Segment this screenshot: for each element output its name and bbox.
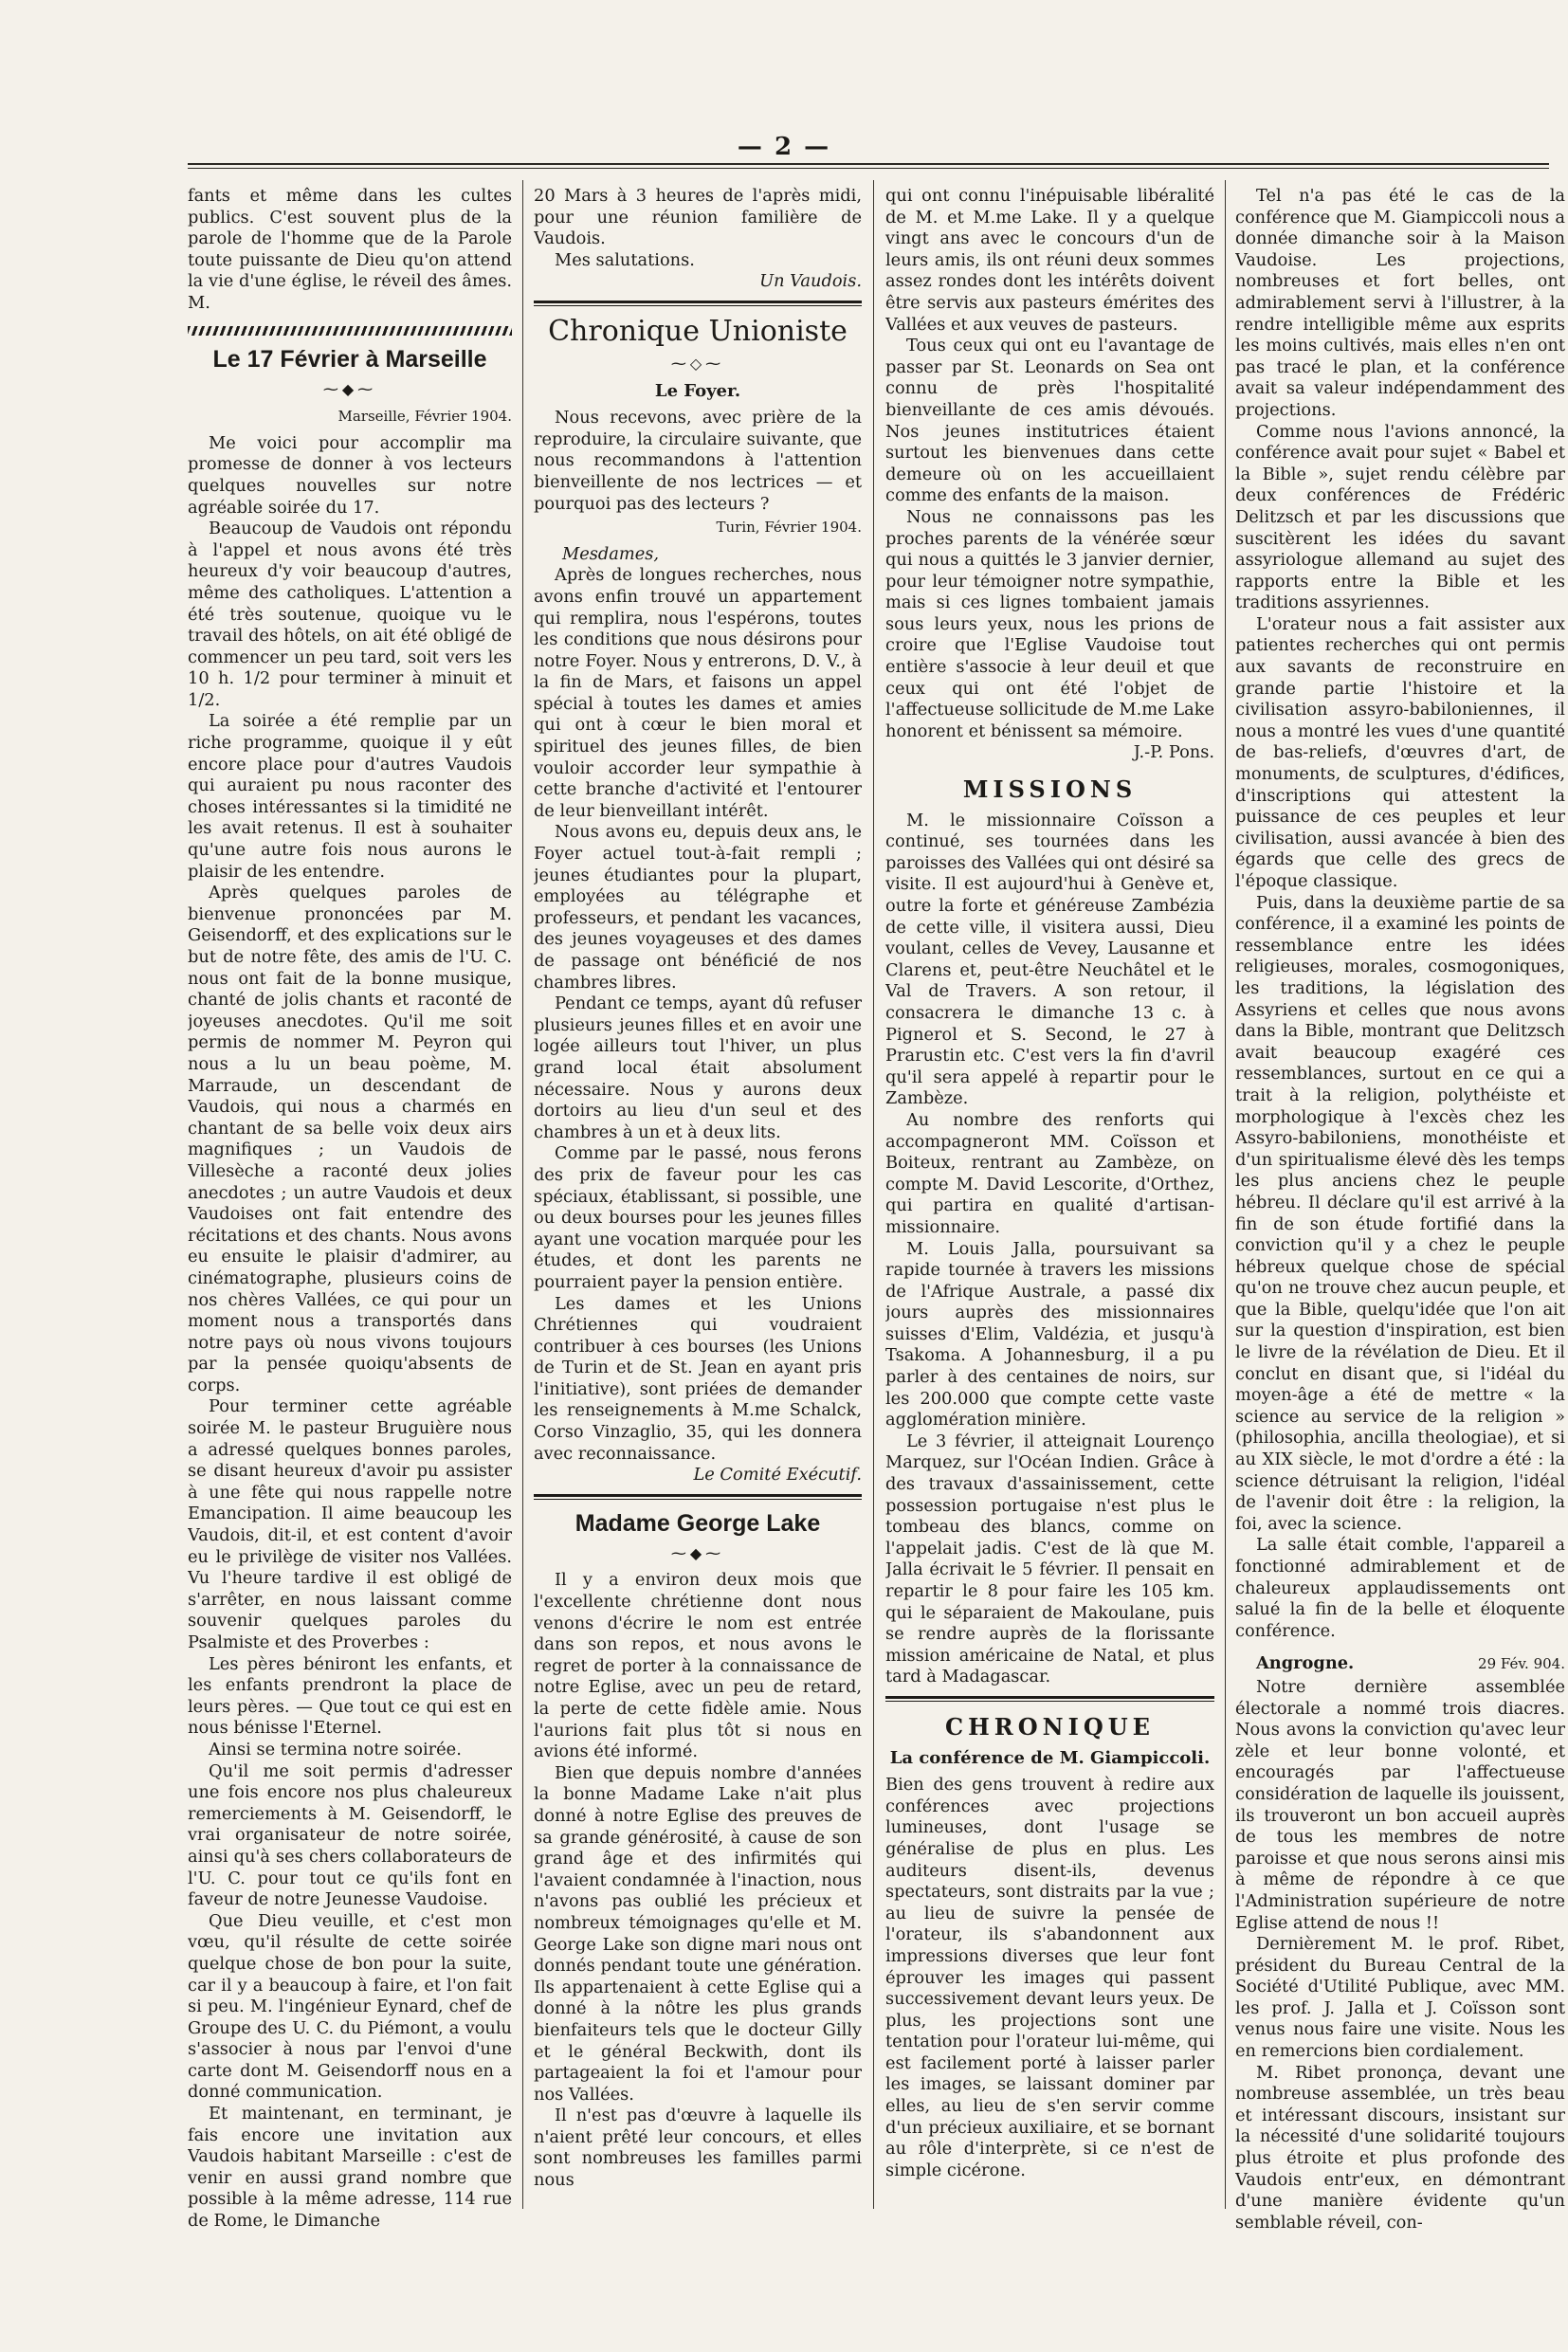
paragraph: Tous ceux qui ont eu l'avantage de passer par St. Leonards on Sea ont connu de près l'hospitalité bienveillante de ces amis dévoués. Nos jeunes institutrices étaient surtout les bienvenues dans cette demeure où on les accueillaient comme des enfants de la maison. bbox=[885, 336, 1214, 506]
section-divider bbox=[188, 326, 512, 336]
section-heading: CHRONIQUE bbox=[945, 1712, 1155, 1741]
paragraph: Ainsi se termina notre soirée. bbox=[209, 1739, 462, 1759]
place-date: 29 Fév. 904. bbox=[1478, 1655, 1565, 1673]
paragraph: La soirée a été remplie par un riche programme, quoique il y eût encore place pour d'autres Vaudois qui auraient pu nous raconter des choses intéressantes si la timidité ne les avait retenus. Il est à souhaiter qu'une autre fois nous aurons le plaisir de les entendre. bbox=[188, 711, 512, 882]
header-rule bbox=[188, 163, 1549, 165]
paragraph: Les pères béniront les enfants, et les enfants prendront la place de leurs pères. — Que tout ce qui est en nous bénisse l'Eternel. bbox=[188, 1653, 512, 1739]
paragraph: qui ont connu l'inépuisable libéralité de M. et M.me Lake. Il y a quelque vingt ans avec le concours d'un de leurs amis, ils ont réuni deux sommes assez rondes dont les intérêts doivent être servis aux pasteurs émérites des Vallées et aux veuves de pasteurs. bbox=[885, 186, 1214, 335]
ornament: ⁓◆⁓ bbox=[670, 1543, 725, 1562]
ornament: ⁓◇⁓ bbox=[670, 354, 725, 373]
salutation: Mesdames, bbox=[562, 543, 659, 564]
article-heading: Madame George Lake bbox=[574, 1509, 821, 1537]
signature: Le Comité Exécutif. bbox=[693, 1465, 862, 1486]
paragraph: Bien des gens trouvent à redire aux conférences avec projections lumineuses, dont l'usage se généralise de plus en plus. Les auditeurs disent-ils, devenus spectateurs, sont distraits par la vue ; au lieu de suivre la pensée de l'orateur, ils s'abandonnent aux impressions diverses que leur font éprouver les images qui passent successivement devant leurs yeux. De plus, les projections sont une tentation pour l'orateur lui-même, qui est facilement porté à laisser parler les images, se laissant dominer par elles, au lieu de s'en servir comme d'un précieux auxiliaire, et se bornant au rôle d'interprète, si ce n'est de simple cicérone. bbox=[885, 1775, 1214, 2180]
subheading: La conférence de M. Giampiccoli. bbox=[889, 1747, 1211, 1768]
section-heading: Chronique Unioniste bbox=[548, 314, 848, 348]
article-continuation: fants et même dans les cultes publics. C'est souvent plus de la parole de l'homme que de la Parole toute puissante de Dieu qu'on attend la vie d'une église, le réveil des âmes. M. bbox=[188, 186, 512, 313]
paragraph: M. le missionnaire Coïsson a continué, ses tournées dans les paroisses des Vallées qui ont désiré sa visite. Il est aujourd'hui à Genève et, outre la forte et généreuse Zambézia de cette ville, il visitera aussi, Dieu voulant, celles de Vevey, Lausanne et Clarens et, peut-être Neuchâtel et le Val de Travers. A son retour, il consacrera le dimanche 13 c. à Pignerol et S. Second, le 27 à Prarustin etc. C'est vers la fin d'avril qu'il sera appelé à repartir pour le Zambèze. bbox=[885, 810, 1214, 1109]
column-4 bbox=[1235, 186, 1565, 2271]
column-divider bbox=[522, 180, 523, 2209]
paragraph: Pendant ce temps, ayant dû refuser plusieurs jeunes filles et en avoir une logée ailleurs tout l'hiver, un plus grand local était absolument nécessaire. Nous y aurons deux dortoirs au lieu d'un seul et des chambres à un et à deux lits. bbox=[534, 994, 862, 1142]
paragraph: Bien que depuis nombre d'années la bonne Madame Lake n'ait plus donné à notre Eglise des preuves de sa grande générosité, à cause de son grand âge et des infirmités qui l'avaient condamnée à l'inaction, nous n'avons pas oublié les précieux et nombreux témoignages qu'elle et M. George Lake son digne mari nous ont donnés pendant toute une génération. Ils appartenaient à cette Eglise qui a donné à la nôtre les plus grands bienfaiteurs tels que le docteur Gilly et le général Beckwith, dont ils partageaient la foi et l'amour pour nos Vallées. bbox=[534, 1762, 862, 2105]
paragraph: Nous avons eu, depuis deux ans, le Foyer actuel tout-à-fait rempli ; jeunes étudiantes pour la plupart, employées au télégraphe et professeurs, et pendant les vacances, des jeunes voyageuses et des dames de passage ont bénéficié de nos chambres libres. bbox=[534, 822, 862, 993]
paragraph: M. Louis Jalla, poursuivant sa rapide tournée à travers les missions de l'Afrique Australe, a passé dix jours auprès des missionnaires suisses d'Elim, Valdézia, et jusqu'à Tsakoma. A Johannesburg, il a pu parler à des centaines de noirs, sur les 200.000 que compte cette vaste agglomération minière. bbox=[885, 1238, 1214, 1431]
paragraph: Après quelques paroles de bienvenue prononcées par M. Geisendorff, et des explications sur le but de notre fête, des amis de l'U. C. nous ont fait de la bonne musique, chanté de jolis chants et raconté de joyeuses anecdotes. Qu'il me soit permis de nommer M. Peyron qui nous a lu un beau poème, M. Marraude, un descendant de Vaudois, qui nous a charmés en chantant de sa belle voix deux airs magnifiques ; un Vaudois de Villesèche a raconté deux jolies anecdotes ; un autre Vaudois et deux Vaudoises ont fait entendre des récitations et des chants. Nous avons eu ensuite le plaisir d'admirer, au cinématographe, plusieurs coins de nos chères Vallées, ce qui pour un moment nous a transportés dans notre pays où nous vivons toujours par la pensée quoiqu'absents de corps. bbox=[188, 883, 512, 1395]
signature: J.-P. Pons. bbox=[1133, 742, 1214, 763]
ornament: ⁓◆⁓ bbox=[322, 379, 377, 398]
section-divider bbox=[534, 301, 862, 306]
header-rule-thin bbox=[188, 168, 1549, 169]
place-name: Angrogne. bbox=[1256, 1653, 1355, 1674]
section-divider bbox=[534, 1494, 862, 1500]
paragraph: Nous ne connaissons pas les proches parents de la vénérée sœur qui nous a quittés le 3 janvier dernier, pour leur témoigner notre sympathie, mais si ces lignes tombaient jamais sous leurs yeux, nous les prions de croire que l'Eglise Vaudoise tout entière s'associe à leur deuil et que ceux qui ont été l'objet de l'affectueuse sollicitude de M.me Lake honorent et bénissent sa mémoire. bbox=[885, 506, 1214, 741]
paragraph: Nous recevons, avec prière de la reproduire, la circulaire suivante, que nous recommandons à l'attention bienveillente de nos lectrices — et pourquoi pas des lecteurs ? bbox=[534, 408, 862, 514]
paragraph: Et maintenant, en terminant, je fais encore une invitation aux Vaudois habitant Marseille : c'est de venir en aussi grand nombre que possible à la même adresse, 114 rue de Rome, le Dimanche bbox=[188, 2104, 512, 2232]
paragraph: Le 3 février, il atteignait Lourenço Marquez, sur l'Océan Indien. Grâce à des travaux d'assainissement, cette possession portugaise n'est plus le tombeau des blancs, comme on l'appelait jadis. C'est de là que M. Jalla écrivait le 5 février. Il pensait en repartir le 8 pour faire les 105 km. qui le séparaient de Makoulane, puis se rendre auprès de la florissante mission américaine de Natal, et plus tard à Madagascar. bbox=[885, 1431, 1214, 1687]
paragraph: Puis, dans la deuxième partie de sa conférence, il a examiné les points de ressemblance entre les idées religieuses, morales, cosmogoniques, les traditions, la législation des Assyriens et celles que nous avons dans la Bible, montrant que Delitzsch avait beaucoup exagéré ces ressemblances, surtout en ce qui a trait à la religion, polythéiste et morphologique à l'excès chez les Assyro-babiloniens, monothéiste et d'un spiritualisme élevé dès les temps les plus anciens chez le peuple hébreu. Il déclare qu'il est arrivé à la fin de son étude fortifié dans la conviction qu'il y a chez le peuple hébreux quelque chose de spécial qu'on ne trouve chez aucun peuple, et que la Bible, quelqu'idée que l'on ait sur la question d'inspiration, est bien le livre de la révélation de Dieu. Et il conclut en disant que, si l'idéal du moyen-âge a été de mettre « la science au service de la religion » (philosophia, ancilla theologiae), et si au XIX siècle, le mot d'ordre a été : la science détruisant la religion, l'idéal de l'avenir doit être : la religion, la foi, avec la science. bbox=[1235, 892, 1565, 1534]
paragraph: Au nombre des renforts qui accompagneront MM. Coïsson et Boiteux, rentrant au Zambèze, on compte M. David Lescorite, d'Orthez, qui partira en qualité d'artisan-missionnaire. bbox=[885, 1109, 1214, 1237]
column-3 bbox=[885, 186, 1214, 2271]
signature: Un Vaudois. bbox=[759, 271, 862, 292]
paragraph: Beaucoup de Vaudois ont répondu à l'appel et nous avons été très heureux d'y voir beaucoup d'autres, même des catholiques. L'attention a été très soutenue, quoique vu le travail des hôtels, on ait été obligé de commencer un peu tard, soit vers les 10 h. 1/2 pour terminer à minuit et 1/2. bbox=[188, 519, 512, 710]
paragraph: La salle était comble, l'appareil a fonctionné admirablement et de chaleureux applaudissements ont salué la fin de la belle et éloquente conférence. bbox=[1235, 1535, 1565, 1641]
paragraph: M. Ribet prononça, devant une nombreuse assemblée, un très beau et intéressant discours, insistant sur la nécessité d'une solidarité toujours plus étroite et plus profonde des Vaudois entr'eux, en démontrant d'une manière évidente qu'un semblable réveil, con- bbox=[1235, 2062, 1565, 2233]
paragraph: Après de longues recherches, nous avons enfin trouvé un appartement qui remplira, nous l'espérons, toutes les conditions que nous désirons pour notre Foyer. Nous y entrerons, D. V., à la fin de Mars, et faisons un appel spécial à toutes les dames et amies qui ont à cœur le bien moral et spirituel des jeunes filles, de bien vouloir accorder leur sympathie à cette branche d'activité et l'entourer de leur bienveillant intérêt. bbox=[534, 565, 862, 821]
paragraph: Notre dernière assemblée électorale a nommé trois diacres. Nous avons la conviction qu'avec leur zèle et leur bonne volonté, et encouragés par l'affectueuse considération de laquelle ils jouissent, ils trouveront un bon accueil auprès de tous les membres de notre paroisse et que nous serons ainsi mis à même de répondre à ce que l'Administration supérieure de notre Eglise attend de nous !! bbox=[1235, 1676, 1565, 1933]
paragraph: Dernièrement M. le prof. Ribet, président du Bureau Central de la Société d'Utilité Publique, avec MM. les prof. J. Jalla et J. Coïsson sont venus nous faire une visite. Nous les en remercions bien cordialement. bbox=[1235, 1934, 1565, 2062]
paragraph: Qu'il me soit permis d'adresser une fois encore nos plus chaleureux remerciements à M. Geisendorff, le vrai organisateur de notre soirée, ainsi qu'à ses chers collaborateurs de l'U. C. pour tout ce qu'ils font en faveur de notre Jeunesse Vaudoise. bbox=[188, 1760, 512, 1910]
article-heading: Le 17 Février à Marseille bbox=[212, 345, 487, 373]
page-number: — 2 — bbox=[737, 133, 831, 161]
paragraph: Comme par le passé, nous ferons des prix de faveur pour les cas spéciaux, établissant, si possible, une ou deux bourses pour les jeunes filles ayant une vocation marquée pour les études, et dont les parents ne pourraient payer la pension entière. bbox=[534, 1143, 862, 1292]
paragraph: Pour terminer cette agréable soirée M. le pasteur Bruguière nous a adressé quelques bonnes paroles, se disant heureux d'avoir pu assister à une fête qui nous rappelle notre Emancipation. Il aime beaucoup les Vaudois, dit-il, et est content d'avoir eu le privilège de visiter nos Vallées. Vu l'heure tardive il est obligé de s'arrêter, en nous laissant comme souvenir quelques paroles du Psalmiste et des Proverbes : bbox=[188, 1396, 512, 1652]
article-continuation: 20 Mars à 3 heures de l'après midi, pour une réunion familière de Vaudois. bbox=[534, 186, 862, 249]
paragraph: Il n'est pas d'œuvre à laquelle ils n'aient prêté leur concours, et elles sont nombreuses les familles parmi nous bbox=[534, 2106, 862, 2191]
column-2 bbox=[534, 186, 862, 2271]
column-1 bbox=[188, 186, 512, 2271]
column-divider bbox=[1225, 180, 1226, 2209]
paragraph: Tel n'a pas été le cas de la conférence que M. Giampiccoli nous a donnée dimanche soir à la Maison Vaudoise. Les projections, nombreuses et fort belles, ont admirablement servi à l'illustrer, à la rendre intelligible même aux esprits les moins cultivés, mais elles n'en ont pas tracé le plan, et la conférence avait sa valeur indépendamment des projections. bbox=[1235, 186, 1565, 420]
paragraph: Les dames et les Unions Chrétiennes qui voudraient contribuer à ces bourses (les Unions de Turin et de St. Jean en ayant pris l'initiative), sont priées de demander les renseignements à M.me Schalck, Corso Vinzaglio, 35, qui les donnera avec reconnaissance. bbox=[534, 1293, 862, 1464]
paragraph: Comme nous l'avions annoncé, la conférence avait pour sujet « Babel et la Bible », sujet rendu célèbre par deux conférences de Frédéric Delitzsch et par les discussions que suscitèrent les idées du savant assyriologue allemand au sujet des rapports entre la Bible et les traditions assyriennes. bbox=[1235, 421, 1565, 613]
column-divider bbox=[873, 180, 874, 2209]
subheading: Le Foyer. bbox=[654, 380, 741, 401]
paragraph: Que Dieu veuille, et c'est mon vœu, qu'il résulte de cette soirée quelque chose de bon pour la suite, car il y a beaucoup à faire, et l'on fait si peu. M. l'ingénieur Eynard, chef de Groupe des U. C. du Piémont, a voulu s'associer à nous par l'envoi d'une carte dont M. Geisendorff nous en a donné communication. bbox=[188, 1910, 512, 2103]
paragraph: Il y a environ deux mois que l'excellente chrétienne dont nous venons d'écrire le nom est entrée dans son repos, et nous avons le regret de porter à la connaissance de notre Eglise, avec un peu de retard, la perte de cette fidèle amie. Nous l'aurions fait plus tôt si nous en avions été informé. bbox=[534, 1570, 862, 1762]
section-divider bbox=[885, 1696, 1214, 1702]
dateline: Marseille, Février 1904. bbox=[337, 408, 512, 426]
correspondence-header bbox=[1235, 1653, 1565, 1675]
paragraph: L'orateur nous a fait assister aux patientes recherches qui ont permis aux savants de reconstruire en grande partie l'histoire et la civilisation assyro-babiloniennes, il nous a montré les vues d'une quantité de bas-reliefs, d'œuvres d'art, de monuments, de sculptures, d'édifices, d'inscriptions qui attestent la puissance de ces peuples et leur civilisation, aussi avancée à bien des égards que celle des grecs de l'époque classique. bbox=[1235, 613, 1565, 891]
dateline: Turin, Février 1904. bbox=[716, 519, 862, 537]
section-heading: MISSIONS bbox=[962, 775, 1138, 804]
paragraph: Me voici pour accomplir ma promesse de donner à vos lecteurs quelques nouvelles sur notre agréable soirée du 17. bbox=[188, 432, 512, 518]
paragraph: Mes salutations. bbox=[555, 249, 695, 270]
